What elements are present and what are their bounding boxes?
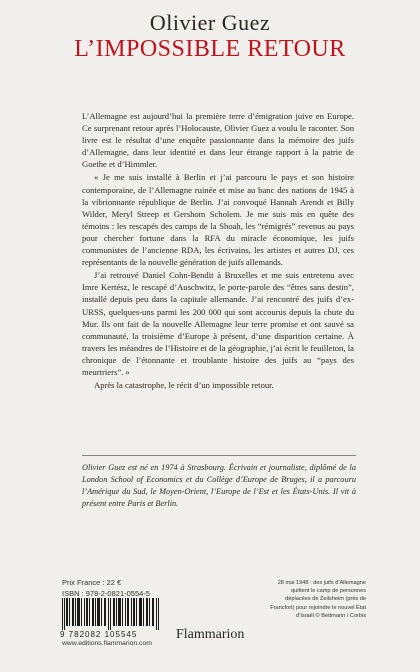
barcode-icon — [62, 598, 162, 630]
author-bio: Olivier Guez est né en 1974 à Strasbourg. Écrivain et journaliste, diplômé de la London School of Economics et du Collège d’Europe de Bruges, il a parcouru l’Amérique du Sud, le Moyen-Orient, l’Europe de l’Est et les États-Unis. Il vit à présent entre Paris et Berlin. — [82, 463, 356, 508]
publisher-name: Flammarion — [176, 627, 245, 642]
divider — [82, 455, 356, 456]
book-title: L’IMPOSSIBLE RETOUR — [74, 36, 346, 62]
back-cover-blurb — [82, 110, 354, 392]
price-label: Prix France : 22 € — [62, 578, 122, 587]
blurb-paragraph: J’ai retrouvé Daniel Cohn-Bendit à Bruxelles et me suis entretenu avec Imre Kertész, le rescapé d’Auschwitz, le porte-parole des “êtres sans destin”, installé depuis peu dans la capitale allemande. J’ai rencontré des juifs d’ex-URSS, quelques-uns parmi les 200 000 qui sont accourus depuis la chute du Mur. Ils ont fait de la nouvelle Allemagne leur terre promise et ont sauvé sa communauté, la troisième d’Europe à présent, d’une disparition certaine. À travers les méandres de l’Histoire et de la géographie, j’ai écrit le feuilleton, la chronique de l’étonnante et troublante histoire des juifs au “pays des meurtriers”. » — [82, 270, 354, 377]
ean-number: 9 782082 105545 — [60, 630, 138, 639]
blurb-paragraph: Après la catastrophe, le récit d’un impossible retour. — [94, 380, 274, 391]
author-name: Olivier Guez — [149, 10, 271, 35]
publisher-website: www.editions.flammarion.com — [62, 640, 152, 647]
blurb-paragraph: L’Allemagne est aujourd’hui la première terre d’émigration juive en Europe. Ce surprenant retour après l’Holocauste, Olivier Guez a voulu le raconter. Son livre est le résultat d’une enquête passionnante dans la mémoire des juifs d’Allemagne, dans leur identité et dans leur étrange rapport à la patrie de Goethe et d’Himmler. — [82, 111, 354, 170]
isbn-label: ISBN : 978-2-0821-0554-5 — [62, 589, 150, 598]
blurb-paragraph: « Je me suis installé à Berlin et j’ai parcouru le pays et son histoire contemporaine, de l’Allemagne ruinée et mise au banc des nations de 1945 à la vibrionnante république de Berlin. J’ai convoqué Hannah Arendt et Billy Wilder, Meryl Streep et Gershom Scholem. Je me suis mis en quête des témoins : les rescapés des camps de la Shoah, les “rémigrés” revenus au pays pour chercher fortune dans la RFA du miracle économique, les juifs communistes de l’ancienne RDA, les écrivains, les artistes et autres DJ, ces représentants de la nouvelle génération de juifs allemands. — [82, 172, 354, 268]
photo-caption: 28 mai 1948 : des juifs d’Allemagne quittent le camp de personnes déplacées de Zeilsheim (près de Francfort) pour rejoindre le nouvel État d’Israël © Bettmann / Corbis — [270, 580, 366, 619]
